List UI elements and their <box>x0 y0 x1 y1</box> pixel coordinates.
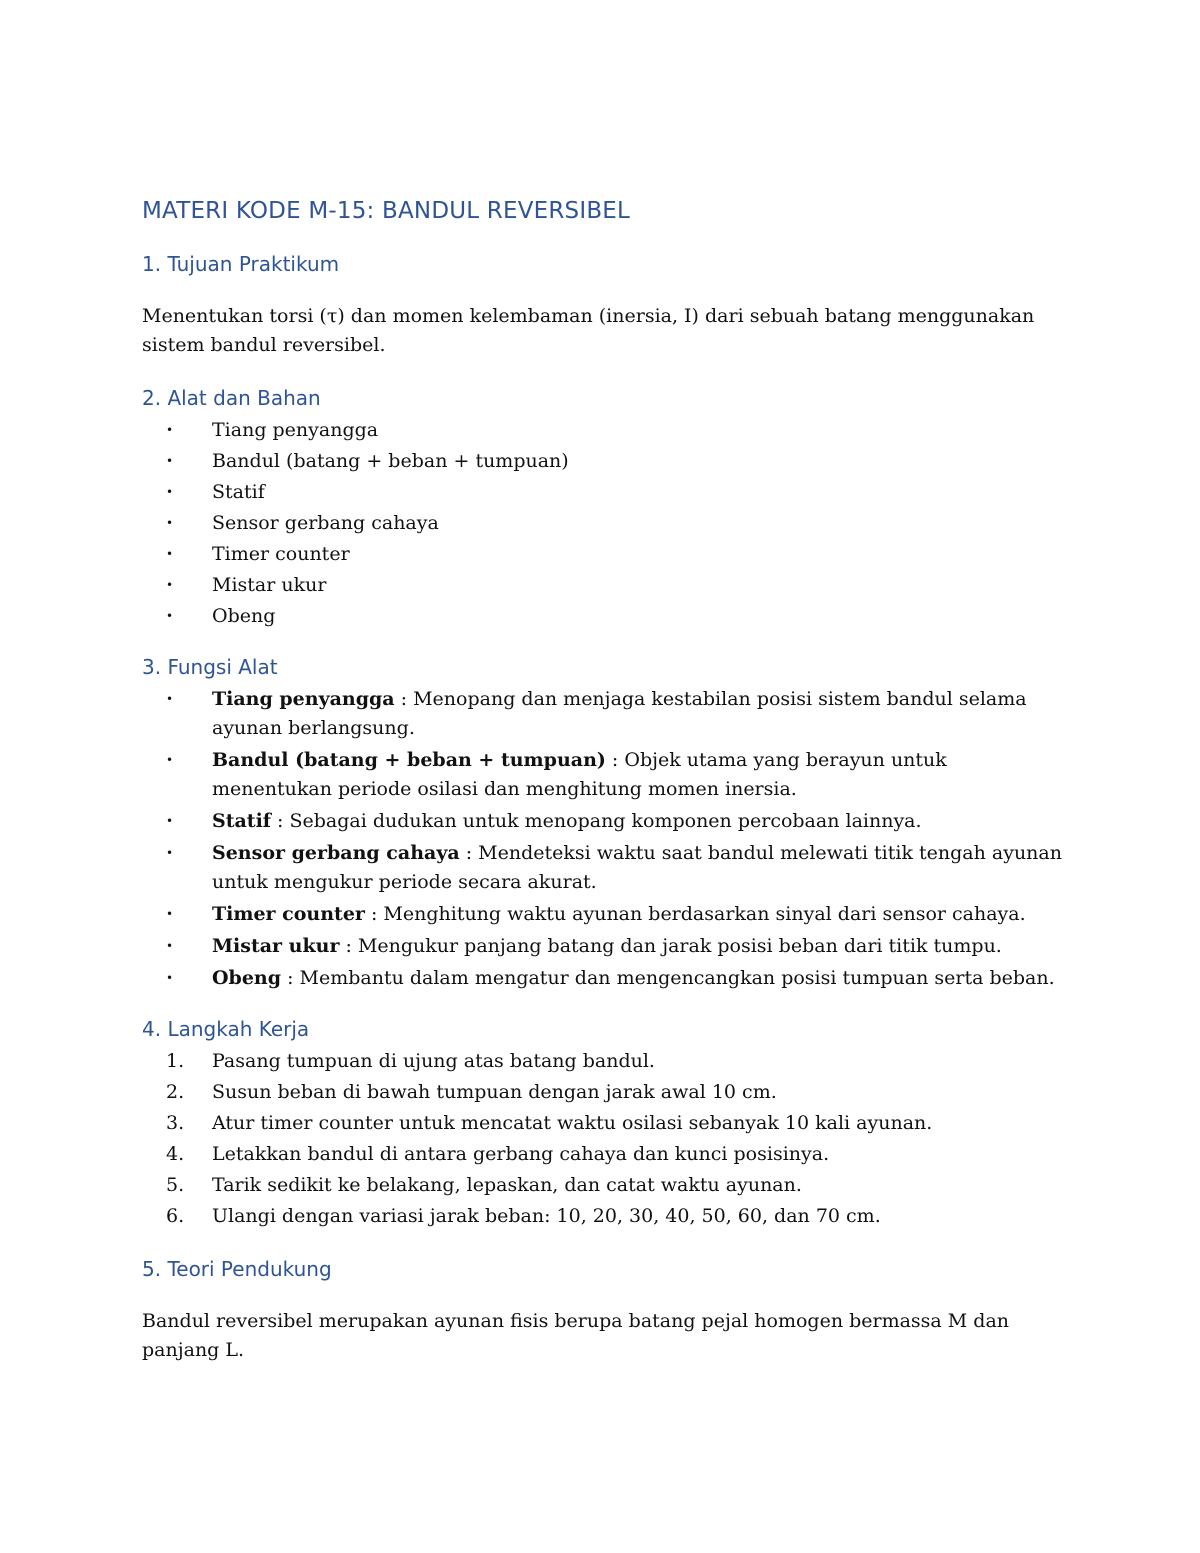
list-item <box>142 964 1062 993</box>
list-item <box>142 807 1062 836</box>
list-item <box>142 932 1062 961</box>
bullet-icon: • <box>166 692 174 706</box>
term: Tiang penyangga <box>212 688 395 710</box>
list-item <box>142 900 1062 929</box>
list-item-text: Pasang tumpuan di ujung atas batang bandul. <box>212 1050 655 1072</box>
term-description: : Mengukur panjang batang dan jarak posisi beban dari titik tumpu. <box>339 935 1002 957</box>
heading-teori: 5. Teori Pendukung <box>142 1257 332 1281</box>
list-item <box>142 839 1062 897</box>
list-item-text: Atur timer counter untuk mencatat waktu osilasi sebanyak 10 kali ayunan. <box>212 1112 933 1134</box>
heading-tujuan: 1. Tujuan Praktikum <box>142 252 340 276</box>
list-item <box>142 1140 1062 1169</box>
list-item-text: Statif <box>212 481 265 503</box>
list-item <box>142 1047 1062 1076</box>
step-number: 3. <box>166 1112 185 1134</box>
list-item <box>142 1202 1062 1231</box>
list-item-text: Timer counter <box>212 543 350 565</box>
step-number: 1. <box>166 1050 185 1072</box>
list-item <box>142 1171 1062 1200</box>
langkah-list <box>142 1047 1062 1231</box>
bullet-icon: • <box>166 423 174 437</box>
bullet-icon: • <box>166 578 174 592</box>
bullet-icon: • <box>166 907 174 921</box>
list-item <box>142 571 1062 600</box>
list-item <box>142 478 1062 507</box>
list-item-text: Ulangi dengan variasi jarak beban: 10, 20, 30, 40, 50, 60, dan 70 cm. <box>212 1205 881 1227</box>
term-description: : Sebagai dudukan untuk menopang komponen percobaan lainnya. <box>270 810 922 832</box>
bullet-icon: • <box>166 547 174 561</box>
document-title: MATERI KODE M-15: BANDUL REVERSIBEL <box>142 198 631 224</box>
bullet-icon: • <box>166 971 174 985</box>
term: Obeng <box>212 967 282 989</box>
term-description: : Membantu dalam mengatur dan mengencangkan posisi tumpuan serta beban. <box>281 967 1055 989</box>
list-item-text: Bandul (batang + beban + tumpuan) <box>212 450 569 472</box>
list-item-text: Sensor gerbang cahaya <box>212 512 439 534</box>
teori-paragraph: Bandul reversibel merupakan ayunan fisis berupa batang pejal homogen bermassa M dan panjang L. <box>142 1310 1010 1361</box>
list-item <box>142 416 1062 445</box>
bullet-icon: • <box>166 753 174 767</box>
list-item-text: Tarik sedikit ke belakang, lepaskan, dan catat waktu ayunan. <box>212 1174 802 1196</box>
document-body <box>142 196 1062 1365</box>
list-item-text: Susun beban di bawah tumpuan dengan jarak awal 10 cm. <box>212 1081 777 1103</box>
bullet-icon: • <box>166 846 174 860</box>
term: Sensor gerbang cahaya <box>212 842 460 864</box>
heading-langkah: 4. Langkah Kerja <box>142 1017 310 1041</box>
step-number: 2. <box>166 1081 185 1103</box>
list-item <box>142 1109 1062 1138</box>
term-description: : Menghitung waktu ayunan berdasarkan sinyal dari sensor cahaya. <box>364 903 1026 925</box>
term: Statif <box>212 810 271 832</box>
term-description: : Objek utama yang berayun untuk menentukan periode osilasi dan menghitung momen inersia. <box>212 749 947 800</box>
step-number: 4. <box>166 1143 185 1165</box>
term: Bandul (batang + beban + tumpuan) <box>212 749 606 771</box>
list-item-text: Tiang penyangga <box>212 419 379 441</box>
bullet-icon: • <box>166 609 174 623</box>
bullet-icon: • <box>166 454 174 468</box>
list-item <box>142 685 1062 743</box>
list-item <box>142 540 1062 569</box>
list-item-text: Mistar ukur <box>212 574 327 596</box>
term: Mistar ukur <box>212 935 340 957</box>
bullet-icon: • <box>166 939 174 953</box>
list-item <box>142 602 1062 631</box>
bullet-icon: • <box>166 516 174 530</box>
term-description: : Mendeteksi waktu saat bandul melewati titik tengah ayunan untuk mengukur periode secara akurat. <box>212 842 1062 893</box>
term: Timer counter <box>212 903 365 925</box>
list-item <box>142 509 1062 538</box>
list-item <box>142 447 1062 476</box>
list-item-text: Letakkan bandul di antara gerbang cahaya dan kunci posisinya. <box>212 1143 830 1165</box>
heading-fungsi: 3. Fungsi Alat <box>142 655 278 679</box>
list-item <box>142 746 1062 804</box>
step-number: 5. <box>166 1174 185 1196</box>
list-item-text: Obeng <box>212 605 276 627</box>
term-description: : Menopang dan menjaga kestabilan posisi sistem bandul selama ayunan berlangsung. <box>212 688 1027 739</box>
fungsi-list <box>142 685 1062 993</box>
tujuan-paragraph: Menentukan torsi (τ) dan momen kelembaman (inersia, I) dari sebuah batang menggunakan sistem bandul reversibel. <box>142 305 1035 356</box>
heading-alat: 2. Alat dan Bahan <box>142 386 321 410</box>
bullet-icon: • <box>166 814 174 828</box>
list-item <box>142 1078 1062 1107</box>
bullet-icon: • <box>166 485 174 499</box>
step-number: 6. <box>166 1205 185 1227</box>
alat-list <box>142 416 1062 631</box>
